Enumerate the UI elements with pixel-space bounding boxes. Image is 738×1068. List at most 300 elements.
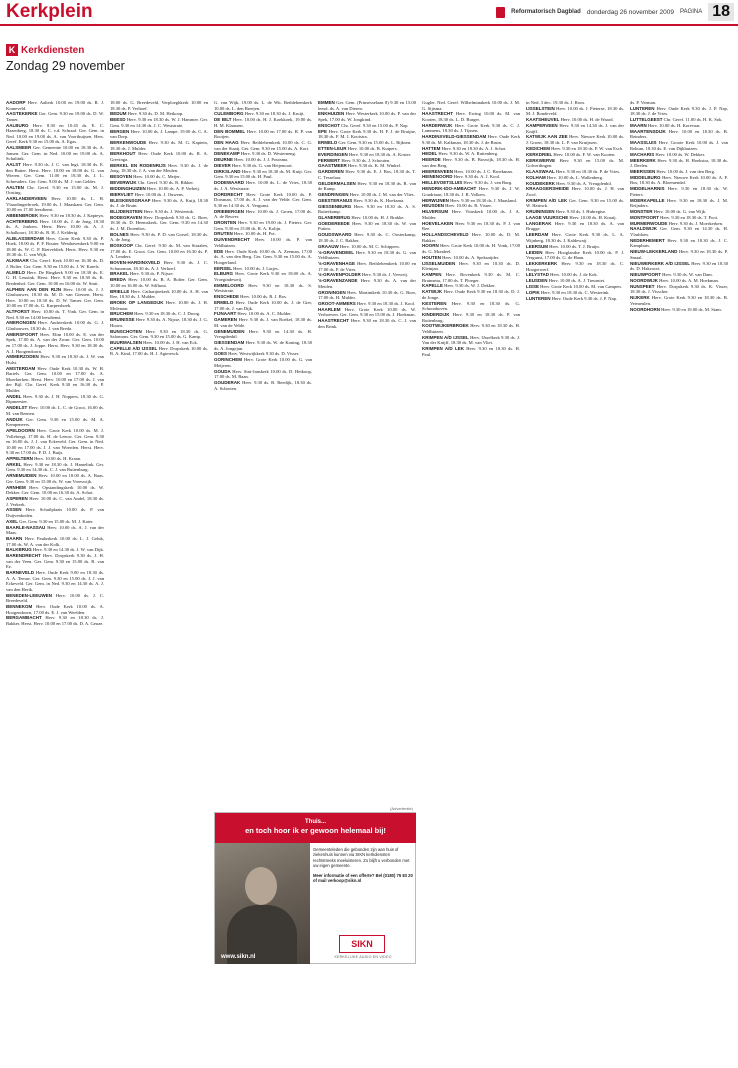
listing-entry: [6, 473, 104, 484]
listing-entry: [214, 151, 312, 157]
listing-place: APELDOORN: [6, 427, 35, 433]
listing-entry: [214, 169, 312, 180]
listing-entry: [422, 289, 520, 300]
listing-services: Ger. Gem. (Prinsesselaan 8) 9.30 en 15.00 leesd. ds. A. van Dieren.: [318, 100, 416, 111]
listing-place: BIERVLIET: [110, 191, 134, 197]
listing-entry: [422, 323, 520, 334]
listing-place: BAARN: [6, 536, 23, 542]
listing-place: DODEWAARD: [214, 180, 244, 186]
listing-services: Herv. Opstandingskerk 10.00 ds. W. Dekker. Ger. Gem. 10.00 en 16.30 ds. A. Schot.: [6, 484, 104, 496]
listing-column-6: [526, 100, 624, 1060]
listing-place: KRAAGGERSHEIDE: [526, 186, 570, 192]
listing-services: Herv. 10.00 ds. H. Korevaar.: [647, 123, 701, 129]
listing-services: Herv. 9.30 ds. P. D. van Gorsel, 18.30 ds. A. de Jong.: [110, 231, 208, 243]
listing-place: HAARLEM: [318, 306, 341, 312]
listing-place: KERKWERVE: [526, 157, 556, 163]
listing-place: KERKDRIEL: [526, 151, 553, 157]
listing-entry: [214, 266, 312, 272]
listing-place: KAMPERVEEN: [526, 123, 558, 129]
listing-place: EPE: [318, 128, 328, 134]
listing-services: Ger. Gem. 9.30 en 15.00 ds. M. A. Kempeneers.: [6, 416, 104, 428]
listing-services: Herv. 10.00 ds. J. de Kok.: [550, 272, 598, 278]
listing-place: DRONTEN: [214, 220, 237, 226]
listing-services: Herv. Dorpskerk 9.30 ds. K. Visser, 18.30 ds. J. Visscher.: [630, 283, 728, 295]
listing-services: Herv. Grote Kerk 9.30 ds. P. Hoek, 18.00 ds. P. F. Bouter. Westhavenkerk 9.00 en 18.00 ds. W. C. P. Rietveldiek. Herst. Herv. 9.30 en 18.30 ds. C. van Wijk.: [6, 235, 104, 258]
listing-entry: [214, 180, 312, 191]
listing-services: Herv. 9.30 en 18.30 ds. C. J. van den Brink.: [318, 318, 416, 329]
listing-services: Ger. Gem. 9.30 en 15.00 ds. M. J. Kater.: [19, 518, 94, 524]
listing-services: Herv. 9.30 en 18.30 ds. G. van Veldhuizen.: [318, 249, 416, 261]
listing-entry: [110, 129, 208, 140]
listing-place: 's-GRAVENPOLDER: [318, 272, 361, 278]
listing-services: Herv. Groote Kerk 10.00 ds. J. van Rekum, 18.30 ds. E. van Dijkhuizen.: [630, 140, 728, 151]
listing-place: NIJKERK: [630, 295, 650, 301]
service-date-heading: Zondag 29 november: [6, 59, 125, 73]
listing-services: Herv. Oude Kerk 9.30 ds. M. Kalkman, 18.30 ds. J. de Bruin.: [422, 134, 520, 145]
listing-entry: [6, 213, 104, 219]
listing-services: Herv. 9.30 en 18.30 ds. W. J. Hammer. Ger. Gem. 9.30 en 14.30 ds. J. C. Weststrate.: [110, 117, 208, 128]
listing-entry: [526, 181, 624, 187]
listing-services: Herv. 10.00 ds. J. J. Poutsma.: [234, 157, 289, 163]
listing-services: Herv. 9.30 ds. W. A. Ruitenberg.: [438, 151, 499, 157]
listing-services: Herv. 9.30 ds. J. Schouten.: [341, 157, 391, 163]
listing-entry: [214, 220, 312, 231]
listing-entry: [6, 123, 104, 145]
listing-entry: [110, 289, 208, 300]
listing-entry: [6, 604, 104, 615]
ad-tagline: KERKELIJKE AUDIO EN VIDEO: [334, 955, 392, 959]
listing-entry: [526, 290, 624, 296]
listing-services: Herv. Oude Kerk 10.00 ds. R. A. Grevinga.: [110, 151, 208, 162]
listing-entry: [6, 570, 104, 592]
listing-services: Herv. Hooglandse Kerk 10.00 ds. P. J. Vergunst, 17.00 ds. G. de Haan.: [526, 249, 624, 261]
listing-services: Herv. 9.30 en 14.30 ds. J. van der Knijff.: [526, 123, 624, 134]
listing-place: ACHTERBERG: [6, 218, 38, 224]
listing-place: BROEK OP LANGEDIJK: [110, 300, 164, 306]
listing-services: Herv. 10.00 ds. F. W. van Kooten.: [553, 151, 616, 157]
listing-entry: [214, 311, 312, 317]
listing-services: Herv. 9.30 en 19.00 ds. J. Pieters. Ger. Gem. 9.30 en 15.00 ds. R. A. Kolijn.: [214, 220, 312, 231]
listing-place: 's-GRAVENDEEL: [318, 249, 354, 255]
listing-entry: [318, 111, 416, 122]
listing-services: Herv. 9.30 ds. H. Hoekstra, 18.30 ds. J. Deelen.: [630, 157, 728, 169]
listing-services: Herv. 9.30 ds. J. C. van Ingi, 18.30 ds. E. den Butter. Herst. Herv. 10.00 en 18.00 ds. G. van Wieren. Ger. Gem. 11.00 en 18.30 ds. J. L. Schreuders. Ger. Gem. 9.00 ds. M. J. van Gelder.: [6, 162, 104, 184]
listing-entry: [630, 106, 728, 117]
listing-entry: [422, 111, 520, 122]
listing-place: HAASTRECHT: [422, 111, 453, 117]
listing-place: DORDRECHT: [214, 191, 243, 197]
listing-services: Herv. 10.00 ds. J. Ouwens.: [134, 191, 184, 197]
listing-services: Herv. 9.30 en 18.30 ds. C. Hoogerwerf.: [526, 260, 624, 272]
section-title: Kerkdiensten: [21, 44, 85, 56]
listing-entry: [318, 261, 416, 272]
listing-services: Herv. Elim 10.00 ds. E. van der Spek, 17.00 ds. A. van der Zwan. Ger. Gem. 10.00 en 17.00 ds. J. Joppe. Herst. Herv. 9.30 en 18.30 ds. A. J. Hoogendoorn.: [6, 331, 104, 354]
listing-services: G. van Wijk, 19.00 ds. L. de Wit. Bethlehemkerk 10.00 ds. L. den Breejen.: [214, 100, 312, 111]
listing-services: Herv. 9.30 en 18.30 ds. C. J. Droog.: [134, 311, 201, 317]
listing-entry: [422, 203, 520, 209]
listing-entry: [214, 271, 312, 282]
listing-place: FERWERT: [318, 157, 341, 163]
listing-place: BRIELLE: [110, 288, 130, 294]
listing-entry: [6, 366, 104, 394]
listing-entry: [6, 525, 104, 536]
listing-place: BOVEN-HARDINXVELD: [110, 260, 161, 266]
listing-place: APPELTERN: [6, 455, 33, 461]
listing-place: GELDERMALSEN: [318, 180, 356, 186]
listing-entry: [526, 117, 624, 123]
listing-services: Herv. 10.00 ds. J. H. van Eck.: [143, 340, 198, 346]
listing-place: KESTEREN: [422, 300, 447, 306]
listing-place: BUURMALSEN: [110, 340, 142, 346]
listing-entry: [318, 123, 416, 129]
listing-entry: [214, 231, 312, 237]
listing-services: Herv. Oude Kerk 10.30 ds. W. H. Bartels. Ger. Gem. 10.00 en 17.00 ds. A. Moerkerken. Herst. Herv. 10.00 en 17.00 ds. J. van der Bijl. Chr. Geref. Kerk 9.30 en 16.30 ds. P. Mulder.: [6, 365, 104, 393]
listing-entry: [6, 219, 104, 236]
listing-place: BENEDEN-LEEUWEN: [6, 592, 53, 598]
listing-services: Herv. 9.30 en 18.30 ds. A. S. Ruiterkamp.: [318, 203, 416, 215]
listing-entry: [422, 151, 520, 157]
listing-services: Herv. 10.00 ds. B. A. Bolier. Ger. Gem. 10.00 en 16.00 ds. W. Silfhout.: [110, 277, 208, 288]
listing-services: Herv. 10.00 ds. A. P. Verheij.: [146, 185, 200, 191]
listing-place: BARENDRECHT: [6, 553, 41, 559]
listing-place: LUNTEREN: [526, 295, 551, 301]
listing-entry: [110, 140, 208, 151]
listing-services: Herv. Bovenkerk 9.30 ds. M. C. Bruinsma, 17.00 ds. T. Ploeger.: [422, 272, 520, 283]
listing-services: Herv. 10.00 ds. A. M. Hoekman.: [659, 277, 719, 283]
listing-services: Herv. 9.30 ds. J. H. Noppers, 18.30 ds. G. Ripmeester.: [6, 393, 104, 405]
listing-entry: [214, 380, 312, 391]
listing-place: LOPIK: [526, 289, 540, 295]
listing-services: Gugler. Ned. Geref. Wilhelminakerk 10.00 ds. J. M. G. Sijtsma.: [422, 100, 520, 111]
listing-entry: [318, 169, 416, 180]
listing-services: Herv. 9.30 ds. A. Kuijt, 18.30 ds. J. de Bruin.: [110, 197, 208, 209]
listing-entry: [630, 272, 728, 278]
listing-entry: [318, 146, 416, 152]
listing-place: BEDUM: [110, 111, 127, 117]
listing-place: DEURNE: [214, 157, 234, 163]
listing-entry: [526, 106, 624, 117]
listing-entry: [214, 329, 312, 340]
listing-place: LUTTELGEEST: [630, 117, 663, 123]
listing-services: Herv. 9.30 ds. E. J. Bos, 18.30 ds. T. C. Tesselaar.: [318, 169, 416, 180]
listing-services: Ger. Gem. 9.30 en 14.30 ds. H. Vlasblom.: [630, 226, 728, 238]
listing-place: IJSSELMUIDEN: [422, 260, 456, 266]
listing-services: Herv. Dorpskerk 10.00 ds. R. A. Kind, 17.00 ds. H. J. Agteresch.: [110, 345, 208, 357]
listing-services: Herv. 10.00 ds. H. Pot.: [233, 231, 276, 237]
listing-services: Herv. Sint-Janskerk 10.00 ds. D. Heikoop, 17.00 ds. M. Baan.: [214, 368, 312, 380]
listing-column-1: [6, 100, 104, 1060]
listing-entry: [318, 192, 416, 198]
listing-entry: [110, 163, 208, 174]
listing-services: Herv. 10.00 ds. G. van Wijk.: [653, 208, 707, 214]
listing-entry: [630, 238, 728, 249]
listing-entry: [422, 169, 520, 175]
listing-services: Herv. Ewing 10.00 ds. M. van Kooten, 18.30 ds. L. D. Burger.: [422, 111, 520, 122]
listing-place: HENDRIK-IDO-AMBACHT: [422, 186, 477, 192]
listing-entry: [214, 317, 312, 328]
listing-entry: [526, 221, 624, 232]
listing-services: Herv. 9.30 ds. K. Hoeksma.: [353, 197, 405, 203]
listing-place: KATWIJK: [422, 289, 443, 295]
listing-entry: [526, 215, 624, 221]
listing-entry: [630, 175, 728, 186]
listing-services: Herv. 9.30 ds. J. Westerink.: [143, 208, 195, 214]
masthead: [0, 0, 738, 24]
listing-services: Herv. 9.30 ds. A. J. Kool.: [453, 174, 501, 180]
listing-entry: [6, 145, 104, 162]
listing-entry: [6, 320, 104, 331]
page-label: PAGINA: [679, 9, 703, 15]
listing-entry: [318, 244, 416, 250]
listing-place: ASSEN: [6, 507, 22, 513]
listing-place: ABBENBROEK: [6, 213, 39, 219]
listing-services: Herv. 10.00 ds. A. Speksnijder.: [442, 254, 500, 260]
listing-services: Herv. 10.00 ds. A. J. Treurniet.: [548, 278, 606, 284]
listing-services: Herv. Oude Kerk 9.30 ds. J. P. Nap.: [551, 295, 618, 301]
listing-column-2: [110, 100, 208, 1060]
ad-more-info: Meer informatie of een offerte? Bel (0180) 75 83 20 of mail verkoop@sikn.nl: [313, 872, 413, 884]
listing-place: BERGEN: [110, 128, 130, 134]
listing-place: HELLEVOETSLUIS: [422, 180, 463, 186]
listing-place: DIEVER: [214, 163, 231, 169]
listing-services: Herv. 9.30 ds. J. van Burg.: [463, 180, 513, 186]
listing-services: Herv. Westerkerk 10.00 ds. P. van der Spek, 17.00 ds. W. Jongkind.: [318, 111, 416, 122]
listing-entry: [110, 232, 208, 243]
listing-entry: [318, 158, 416, 164]
listing-place: KINDERDIJK: [422, 312, 450, 318]
listing-place: LEERSUM: [526, 243, 549, 249]
listing-entry: [526, 284, 624, 290]
listing-services: Herv. 10.00 ds. L. de Vries, 18.30 ds. J. A. Weststrate.: [214, 180, 312, 191]
listing-place: LELYSTAD: [526, 272, 550, 278]
listing-entry: [318, 129, 416, 140]
listing-entry: [630, 249, 728, 260]
listing-services: Herv. Westwijkkerk 9.30 ds. D. Visser.: [228, 351, 300, 357]
listing-entry: [630, 100, 728, 106]
listing-place: NAALDWIJK: [630, 226, 657, 232]
listing-services: Chr. Geref. Kerk 10.00 en 16.30 ds. D. J. Bolier. Ger. Gem. 9.30 en 15.00 ds. J. W. Karels.: [6, 258, 104, 269]
listing-entry: [6, 485, 104, 496]
listing-services: Herv. 9.30 ds. J. C. Schuurman, 18.30 ds. A. J. Verhoef.: [110, 260, 208, 271]
listing-place: HOLLANDSCHEVELD: [422, 232, 469, 238]
listing-place: GOES: [214, 351, 228, 357]
listing-place: KLAASWAAL: [526, 168, 555, 174]
listing-services: Herv. 10.00 ds. M. C. Schippers.: [339, 243, 400, 249]
listing-place: ALKMAAR: [6, 258, 29, 264]
listing-entry: [6, 462, 104, 473]
listing-entry: [526, 278, 624, 284]
listing-entry: [526, 209, 624, 215]
listing-services: Herv. Grote Kerk 10.00 ds. M. J. Vollebregt, 17.00 ds. H. de Leeuw. Ger. Gem. 9.30 en 16.00 ds. J. J. van Eckeveld. Ger. Gem. in Ned. 10.00 en 17.00 ds. J. J. van Woerden. Herst. Herv. 9.30 en 17.00 ds. P. D. J. Buijs.: [6, 427, 104, 456]
listing-entry: [526, 134, 624, 145]
listing-services: Herv. 10.00 ds. J. Pieterse, 18.30 ds. M. J. Bondeveld.: [526, 105, 624, 117]
listing-entry: [6, 405, 104, 416]
listing-place: NIEUW-LEKKERLAND: [630, 249, 678, 255]
listing-entry: [110, 186, 208, 192]
listing-services: Herv. 10.00 ds. R. Visser.: [445, 203, 492, 209]
listing-place: HEINENOORD: [422, 174, 453, 180]
listing-place: MACHARIS: [630, 151, 655, 157]
listing-entry: [422, 335, 520, 346]
listing-place: KATWIJK AAN ZEE: [526, 134, 568, 140]
listing-place: BLIJDENSTEIN: [110, 208, 143, 214]
listing-services: Ger. Gem. 9.30 en 19.00 ds. D. W. Tamer.: [6, 111, 104, 122]
listing-place: NEDERHEMERT: [630, 237, 665, 243]
listing-place: BODEGRAVEN: [110, 214, 142, 220]
listing-services: ds. P. Verman.: [630, 100, 657, 105]
listing-place: GARDEREN: [318, 169, 344, 175]
listing-place: AMERONGEN: [6, 320, 36, 326]
listing-entry: [6, 185, 104, 196]
listing-entry: [6, 507, 104, 518]
listing-entry: [318, 181, 416, 192]
listing-services: Herv. Grote Kerk 10.00 ds. W. Verhoeven. Ger. Gem. 9.30 en 15.00 ds. J. Hoekman.: [318, 306, 416, 318]
listing-place: GIESSENDAM: [214, 340, 245, 346]
listing-entry: [318, 100, 416, 111]
listing-services: Herv. 10.00 ds. C. Meijer.: [133, 174, 181, 180]
listing-entry: [422, 255, 520, 261]
listing-entry: [110, 346, 208, 357]
listing-place: GOUDERAK: [214, 380, 241, 386]
listing-columns: [6, 100, 732, 1060]
listing-entry: [110, 340, 208, 346]
listing-entry: [110, 329, 208, 340]
listing-place: HOORN: [422, 243, 439, 249]
listing-place: GRAAUW: [318, 243, 339, 249]
listing-entry: [318, 318, 416, 329]
listing-services: Herv. 10.00 ds. J. H. van Zwol.: [526, 186, 624, 198]
listing-entry: [6, 258, 104, 269]
paper-logo-icon: [496, 7, 505, 18]
listing-entry: [526, 158, 624, 169]
listing-place: DRUTEN: [214, 231, 233, 237]
issue-date: donderdag 26 november 2009: [586, 8, 674, 16]
listing-place: GLANERBRUG: [318, 215, 351, 221]
listing-services: Herv. 9.30 en 18.30 ds. G. Salomons. Ger. Gem. 9.30 en 15.00 ds. G. Kamp.: [110, 328, 208, 340]
listing-place: MURMERWOUDE: [630, 220, 668, 226]
listing-entry: [318, 204, 416, 215]
listing-place: MIDDELBURG: [630, 174, 661, 180]
listing-services: Herv. 9.30 ds. W. de Koning, 18.30 ds. A. Jongejan.: [214, 340, 312, 351]
listing-entry: [630, 307, 728, 313]
listing-place: MONTFOORT: [630, 214, 659, 220]
ad-photo: [215, 843, 310, 964]
listing-entry: [6, 615, 104, 626]
listing-entry: [630, 221, 728, 227]
listing-entry: [110, 209, 208, 215]
listing-place: GRONINGEN: [318, 289, 346, 295]
listing-services: Chr. Geref. 9.30 ds. R. Bikker.: [137, 180, 194, 186]
listing-entry: [110, 300, 208, 311]
listing-place: BERKHOUT: [110, 151, 136, 157]
listing-entry: [526, 123, 624, 134]
listing-services: Ger. Gem. 9.30 en 15.00 ds. W. Harinck.: [526, 197, 624, 209]
listing-entry: [526, 250, 624, 261]
listing-place: NOORDWIJK: [630, 277, 658, 283]
listing-place: DUIVENDRECHT: [214, 237, 250, 243]
listing-place: GROOT-AMMERS: [318, 300, 356, 306]
kerkdiensten-icon: K: [6, 44, 18, 56]
listing-entry: [6, 547, 104, 553]
listing-entry: [422, 301, 520, 312]
listing-entry: [214, 351, 312, 357]
listing-entry: [422, 100, 520, 111]
listing-services: Herv. IJsselkerk 9.30 ds. J. Van der Knijff, 18.30 ds. M. van Vliet.: [422, 334, 520, 346]
listing-services: Herv. 9.30 en 18.30 ds. H. Veldhuizen.: [422, 323, 520, 334]
listing-entry: [318, 232, 416, 243]
listing-place: ENSCHEDE: [214, 294, 240, 300]
listing-place: NUNSPEET: [630, 283, 655, 289]
listing-entry: [318, 307, 416, 318]
listing-place: GOUDSWAARD: [318, 232, 352, 238]
listing-place: HAASTRECHT: [318, 318, 349, 324]
listing-services: Herv. 10.00 ds. H. J. Brakke.: [351, 215, 405, 221]
listing-place: EMMELOORD: [214, 282, 244, 288]
listing-column-5: [422, 100, 520, 1060]
listing-services: Herv. Aalterk 10.00 en 19.00 ds. R. J. Kraneveld.: [6, 100, 104, 111]
listing-place: MEERSSEN: [630, 168, 656, 174]
listing-entry: [526, 186, 624, 197]
listing-entry: [6, 100, 104, 111]
listing-place: KAATSHEUVEL: [526, 117, 560, 123]
listing-entry: [318, 250, 416, 261]
listing-entry: [422, 243, 520, 254]
listing-services: Herv. 10.00 ds. J. H. Molenaar.: [110, 300, 208, 311]
listing-place: GIESSENBURG: [318, 203, 352, 209]
listing-entry: [6, 309, 104, 320]
listing-place: LAAGE VUURSCHE: [526, 215, 569, 221]
listing-services: Herv. Oude Kerk 10.00 ds. A. Zeeman, 17.00 ds. A. van den Berg. Ger. Gem. 9.30 en 15.00 ds. A. Hoogerland.: [214, 248, 312, 265]
listing-services: Herv. 9.30 en 18.30 ds. P. Smaal.: [630, 249, 728, 260]
listing-entry: [630, 209, 728, 215]
listing-place: ANDEL: [6, 393, 22, 399]
listing-place: MOERKAPELLE: [630, 197, 665, 203]
listing-services: Herv. 9.30 ds. A. Vreugdenhil.: [556, 180, 613, 186]
listing-column-7: [630, 100, 728, 1060]
listing-services: Herv. Bethlehemkerk 10.00 en 17.00 ds. P. de Vries.: [318, 260, 416, 272]
listing-place: EERSEL: [214, 265, 233, 271]
listing-services: Herv. 10.00 ds. J. J. Glashouwer, 18.30 ds. M. D. van Giessen. Herst. Herv. 10.00 en 18.30 ds. D. W. Tamer. Ger. Gem. 10.00 en 17.00 ds. G. Kurpershoek.: [6, 286, 104, 309]
listing-place: DE BILT: [214, 117, 232, 123]
listing-entry: [214, 249, 312, 266]
listing-entry: [6, 236, 104, 258]
listing-entry: [630, 284, 728, 295]
listing-entry: [526, 169, 624, 175]
advertisement: [214, 806, 416, 964]
listing-entry: [110, 100, 208, 111]
listing-place: KRIMPEN A/D LEK: [422, 346, 465, 352]
listing-services: Herv. 9.30 en 18.30 ds. J. M. Reijnders.: [630, 197, 728, 209]
listing-entry: [6, 536, 104, 547]
listing-services: Herv. Grote Kerk 10.00 ds. M. van Campen.: [540, 284, 622, 290]
listing-place: AMERSFOORT: [6, 331, 38, 337]
listing-entry: [526, 146, 624, 152]
listing-entry: [6, 456, 104, 462]
listing-entry: [422, 261, 520, 272]
listing-place: BRUCHEM: [110, 311, 133, 317]
listing-place: KOLHAM: [526, 174, 546, 180]
listing-place: EDE: [214, 248, 224, 254]
listing-services: Herv. Nieuwe Kerk 10.00 ds. J. Groen, 18.30 ds. L. P. van Kruijssen.: [526, 134, 624, 146]
listing-place: NIEUWPOORT: [630, 272, 661, 278]
listing-services: Ger. Gemeente 10.00 en 18.30 ds. A. Jansen. Ger. Gem. in Ned. 10.00 en 19.00 ds. A. Schultink.: [6, 145, 104, 162]
listing-place: BERKEL EN RODENRIJS: [110, 162, 166, 168]
listing-entry: [630, 158, 728, 169]
listing-place: GOUDA: [214, 368, 231, 374]
listing-entry: [6, 332, 104, 354]
listing-services: Herv. Oude Kerk 10.00 ds. J. de Gier, 17.00 ds. J. van Dijk.: [214, 300, 312, 311]
listing-entry: [6, 553, 104, 570]
